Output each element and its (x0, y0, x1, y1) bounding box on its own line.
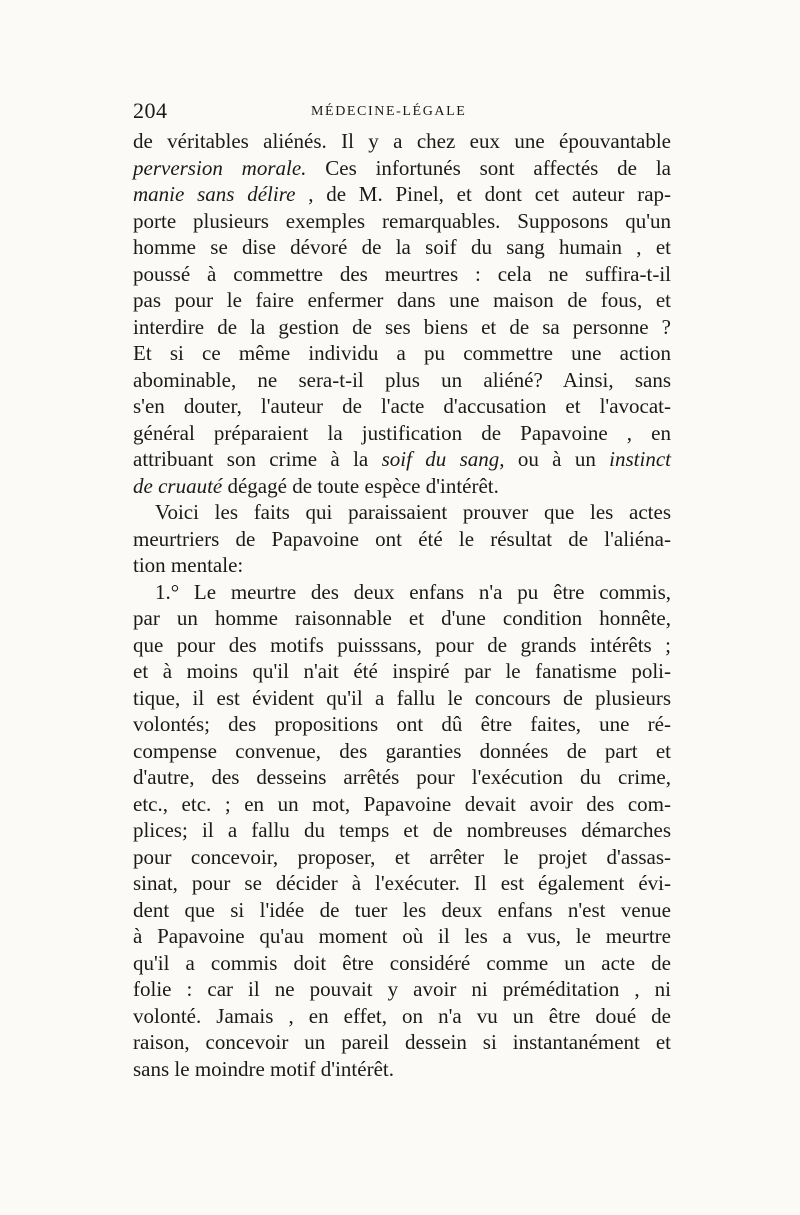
text-line (133, 181, 671, 208)
text-line (133, 791, 671, 818)
text-segment: volonté. Jamais , en effet, on n'a vu un être doué de (133, 1003, 671, 1028)
text-segment: qu'il a commis doit être considéré comme un acte de (133, 950, 671, 975)
text-line (133, 950, 671, 977)
text-line (133, 499, 671, 526)
text-segment: ou à un (504, 447, 610, 471)
text-line (133, 976, 671, 1003)
text-segment: à Papavoine qu'au moment où il les a vus, le meurtre (133, 924, 671, 948)
text-segment: plices; il a fallu du temps et de nombreuses démarches (133, 818, 671, 842)
text-segment: 1.° Le meurtre des deux enfans n'a pu être commis, (155, 579, 671, 604)
text-segment: s'en douter, l'auteur de l'acte d'accusation et l'avocat- (133, 394, 671, 418)
text-segment: Ces infortunés sont affectés de la (306, 155, 671, 180)
text-line (133, 923, 671, 950)
text-line (133, 870, 671, 897)
text-segment: compense convenue, des garanties données de part et (133, 738, 671, 763)
text-segment: de véritables aliénés. Il y a chez eux une épouvantable (133, 129, 671, 153)
text-segment: sinat, pour se décider à l'exécuter. Il est également évi- (133, 871, 671, 895)
italic-text: perversion morale. (133, 155, 307, 180)
text-line (133, 393, 671, 420)
text-segment: par un homme raisonnable et d'une condition honnête, (133, 606, 671, 630)
text-line (133, 552, 671, 579)
text-segment: d'autre, des desseins arrêtés pour l'exécution du crime, (133, 765, 671, 789)
text-segment: tique, il est évident qu'il a fallu le concours de plusieurs (133, 685, 671, 710)
text-segment: etc., etc. ; en un mot, Papavoine devait avoir des com- (133, 791, 671, 816)
text-segment: attribuant son crime à la (133, 447, 382, 471)
text-line (133, 632, 671, 659)
text-line (133, 287, 671, 314)
page-number: 204 (133, 98, 168, 123)
text-line (133, 658, 671, 685)
text-line (133, 314, 671, 341)
italic-text: de cruauté (133, 473, 223, 498)
text-line (133, 711, 671, 738)
text-segment: pour concevoir, proposer, et arrêter le projet d'assas- (133, 844, 671, 869)
text-line (133, 685, 671, 712)
text-segment: et à moins qu'il n'ait été inspiré par le fanatisme poli- (133, 659, 671, 683)
text-line (133, 897, 671, 924)
text-line (133, 764, 671, 791)
text-line (133, 526, 671, 553)
text-line (133, 579, 671, 606)
text-line (133, 208, 671, 235)
text-line (133, 340, 671, 367)
text-line (133, 605, 671, 632)
text-line (133, 234, 671, 261)
text-line (133, 367, 671, 394)
text-segment: dent que si l'idée de tuer les deux enfans n'est venue (133, 897, 671, 922)
text-segment: général préparaient la justification de Papavoine , en (133, 420, 671, 445)
text-segment: que pour des motifs puisssans, pour de grands intérêts ; (133, 632, 671, 657)
text-segment: meurtriers de Papavoine ont été le résultat de l'aliéna- (133, 526, 671, 551)
body-text (133, 128, 671, 1082)
text-segment: sans le moindre motif d'intérêt. (133, 1056, 394, 1081)
text-line (133, 473, 671, 500)
page-header (133, 98, 671, 126)
italic-text: manie sans délire (133, 182, 296, 206)
text-line (133, 155, 671, 182)
text-line (133, 817, 671, 844)
text-segment: tion mentale: (133, 553, 244, 577)
text-segment: raison, concevoir un pareil dessein si instantanément et (133, 1030, 671, 1054)
text-segment: abominable, ne sera-t-il plus un aliéné? Ainsi, sans (133, 367, 671, 392)
text-line (133, 128, 671, 155)
italic-text: instinct (609, 447, 671, 471)
text-segment: Et si ce même individu a pu commettre une action (133, 341, 671, 365)
text-segment: Voici les faits qui paraissaient prouver que les actes (155, 500, 671, 524)
text-segment: homme se dise dévoré de la soif du sang humain , et (133, 235, 671, 259)
text-line (133, 1056, 671, 1083)
text-segment: porte plusieurs exemples remarquables. Supposons qu'un (133, 208, 671, 233)
text-segment: folie : car il ne pouvait y avoir ni préméditation , ni (133, 977, 671, 1001)
text-line (133, 261, 671, 288)
text-segment: interdire de la gestion de ses biens et de sa personne ? (133, 314, 671, 339)
text-segment: dégagé de toute espèce d'intérêt. (222, 473, 499, 498)
italic-text: soif du sang, (381, 447, 505, 471)
running-head: MÉDECINE-LÉGALE (311, 104, 467, 119)
text-segment: volontés; des propositions ont dû être faites, une ré- (133, 712, 671, 736)
text-line (133, 1029, 671, 1056)
text-line (133, 1003, 671, 1030)
text-segment: , de M. Pinel, et dont cet auteur rap- (295, 182, 672, 206)
text-line (133, 844, 671, 871)
text-line (133, 446, 671, 473)
text-line (133, 420, 671, 447)
text-segment: poussé à commettre des meurtres : cela ne suffira-t-il (133, 261, 671, 286)
text-segment: pas pour le faire enfermer dans une maison de fous, et (133, 288, 671, 312)
text-line (133, 738, 671, 765)
